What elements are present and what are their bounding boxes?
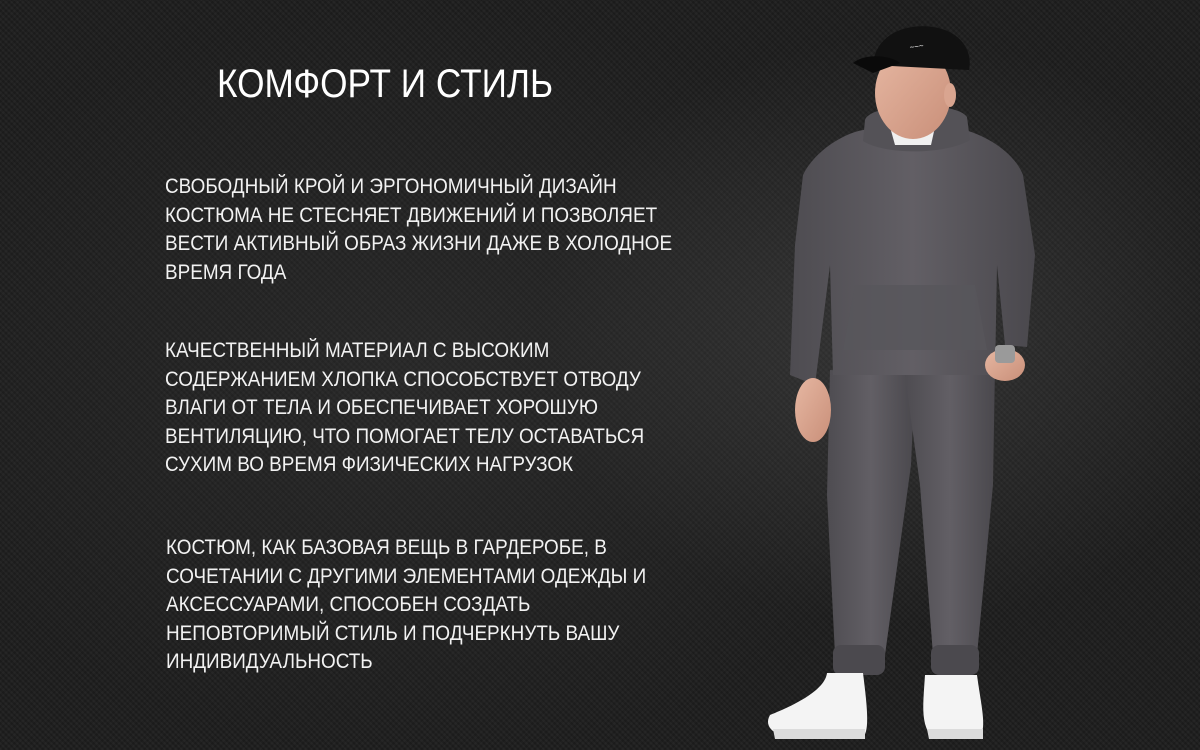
paragraph-line: ВРЕМЯ ГОДА <box>165 260 287 284</box>
paragraph-line: ВЕНТИЛЯЦИЮ, ЧТО ПОМОГАЕТ ТЕЛУ ОСТАВАТЬСЯ <box>165 424 645 448</box>
feature-paragraph-style <box>166 534 706 677</box>
paragraph-line: ВЕСТИ АКТИВНЫЙ ОБРАЗ ЖИЗНИ ДАЖЕ В ХОЛОДНОЕ <box>165 232 673 255</box>
paragraph-line: СОЧЕТАНИИ С ДРУГИМИ ЭЛЕМЕНТАМИ ОДЕЖДЫ И <box>166 564 647 588</box>
paragraph-line: НЕПОВТОРИМЫЙ СТИЛЬ И ПОДЧЕРКНУТЬ ВАШУ <box>166 621 620 645</box>
paragraph-line: ВЛАГИ ОТ ТЕЛА И ОБЕСПЕЧИВАЕТ ХОРОШУЮ <box>165 396 598 419</box>
feature-paragraph-material <box>165 337 705 480</box>
paragraph-line: СОДЕРЖАНИЕМ ХЛОПКА СПОСОБСТВУЕТ ОТВОДУ <box>165 367 641 391</box>
paragraph-line: КАЧЕСТВЕННЫЙ МАТЕРИАЛ С ВЫСОКИМ <box>165 339 550 362</box>
paragraph-line: АКСЕССУАРАМИ, СПОСОБЕН СОЗДАТЬ <box>166 593 531 616</box>
paragraph-line: СУХИМ ВО ВРЕМЯ ФИЗИЧЕСКИХ НАГРУЗОК <box>165 453 574 476</box>
model-photo <box>755 15 1065 750</box>
paragraph-line: КОСТЮМ, КАК БАЗОВАЯ ВЕЩЬ В ГАРДЕРОБЕ, В <box>166 536 607 559</box>
svg-text:~~~: ~~~ <box>909 41 925 52</box>
feature-paragraph-fit <box>165 173 705 287</box>
page-title: КОМФОРТ И СТИЛЬ <box>217 62 554 106</box>
paragraph-line: ИНДИВИДУАЛЬНОСТЬ <box>166 650 373 673</box>
paragraph-line: КОСТЮМА НЕ СТЕСНЯЕТ ДВИЖЕНИЙ И ПОЗВОЛЯЕТ <box>165 203 658 227</box>
paragraph-line: СВОБОДНЫЙ КРОЙ И ЭРГОНОМИЧНЫЙ ДИЗАЙН <box>165 175 617 198</box>
